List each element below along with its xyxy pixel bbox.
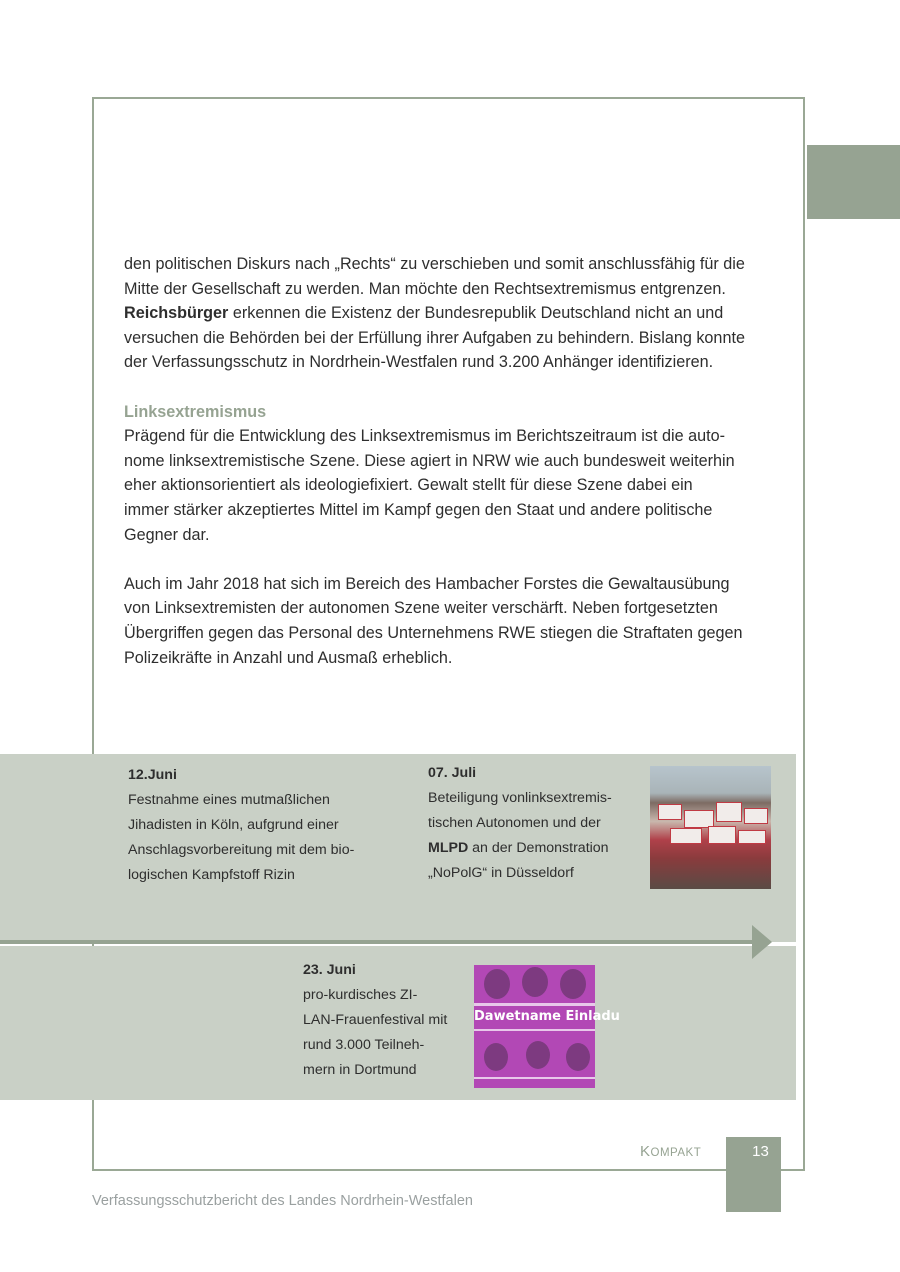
body-line: Prägend für die Entwicklung des Linksextremismus im Berichtszeitraum ist die auto-: [124, 427, 725, 446]
body-line: Polizeikräfte in Anzahl und Ausmaß erheblich.: [124, 648, 453, 667]
event-line: „NoPolG“ in Düsseldorf: [428, 865, 574, 881]
section-label-initial: K: [640, 1143, 651, 1160]
event-line: pro-kurdisches ZI-: [303, 987, 418, 1003]
reichsbuerger-term: Reichsbürger: [124, 304, 229, 323]
body-line: eher aktionsorientiert als ideologiefixiert. Gewalt stellt für diese Szene dabei ein: [124, 476, 693, 495]
publication-footer: Verfassungsschutzbericht des Landes Nordrhein-Westfalen: [92, 1193, 473, 1209]
page-number: 13: [752, 1143, 769, 1160]
body-line: von Linksextremisten der autonomen Szene weiter verschärft. Neben fortgesetzten: [124, 599, 718, 618]
event-date: 12.Juni: [128, 767, 177, 783]
flyer-title: Dawetname Einladu: [474, 1009, 620, 1024]
event-date: 23. Juni: [303, 962, 356, 978]
mlpd-term: MLPD: [428, 840, 469, 856]
event-line: Festnahme eines mutmaßlichen: [128, 792, 330, 808]
timeline-event-23-juni: [303, 958, 468, 1083]
event-line: tischen Autonomen und der: [428, 815, 601, 831]
body-line: Auch im Jahr 2018 hat sich im Bereich des Hambacher Forstes die Gewaltausübung: [124, 574, 730, 593]
body-line: immer stärker akzeptiertes Mittel im Kampf gegen den Staat und andere politische: [124, 500, 713, 519]
event-line: Anschlagsvorbereitung mit dem bio-: [128, 842, 355, 858]
event-line: Jihadisten in Köln, aufgrund einer: [128, 817, 339, 833]
section-tab-marker: [807, 145, 900, 219]
event-line-rest: an der Demonstration: [468, 840, 609, 856]
demonstration-photo: [650, 766, 771, 889]
subheading-linksextremismus: Linksextremismus: [124, 402, 267, 421]
body-line: der Verfassungsschutz in Nordrhein-Westfalen rund 3.200 Anhänger identifizieren.: [124, 353, 714, 372]
event-line: Beteiligung vonlinksextremis-: [428, 790, 612, 806]
body-line: Übergriffen gegen das Personal des Unternehmens RWE stiegen die Straftaten gegen: [124, 623, 743, 642]
section-label: [640, 1143, 701, 1160]
body-line: Mitte der Gesellschaft zu werden. Man möchte den Rechtsextremismus entgrenzen.: [124, 279, 726, 298]
timeline-event-12-juni: [128, 763, 388, 888]
event-line: mern in Dortmund: [303, 1062, 417, 1078]
body-line-rest: erkennen die Existenz der Bundesrepublik Deutschland nicht an und: [228, 304, 724, 323]
event-line: [428, 836, 638, 861]
body-line: [124, 301, 794, 326]
timeline-arrow-line: [0, 940, 756, 944]
event-line: LAN-Frauenfestival mit: [303, 1012, 448, 1028]
body-text: [124, 252, 794, 670]
event-line: logischen Kampfstoff Rizin: [128, 867, 295, 883]
section-label-rest: OMPAKT: [650, 1147, 702, 1159]
timeline-arrow-icon: [752, 925, 772, 959]
timeline-event-07-juli: [428, 761, 638, 886]
body-line: versuchen die Behörden bei der Erfüllung ihrer Aufgaben zu behindern. Bislang konnte: [124, 328, 745, 347]
event-date: 07. Juli: [428, 765, 477, 781]
body-line: den politischen Diskurs nach „Rechts“ zu verschieben und somit anschlussfähig für die: [124, 255, 745, 273]
body-line: Gegner dar.: [124, 525, 210, 544]
event-line: rund 3.000 Teilneh-: [303, 1037, 425, 1053]
festival-flyer-image: [474, 965, 620, 1088]
body-line: nome linksextremistische Szene. Diese agiert in NRW wie auch bundesweit weiterhin: [124, 451, 735, 470]
